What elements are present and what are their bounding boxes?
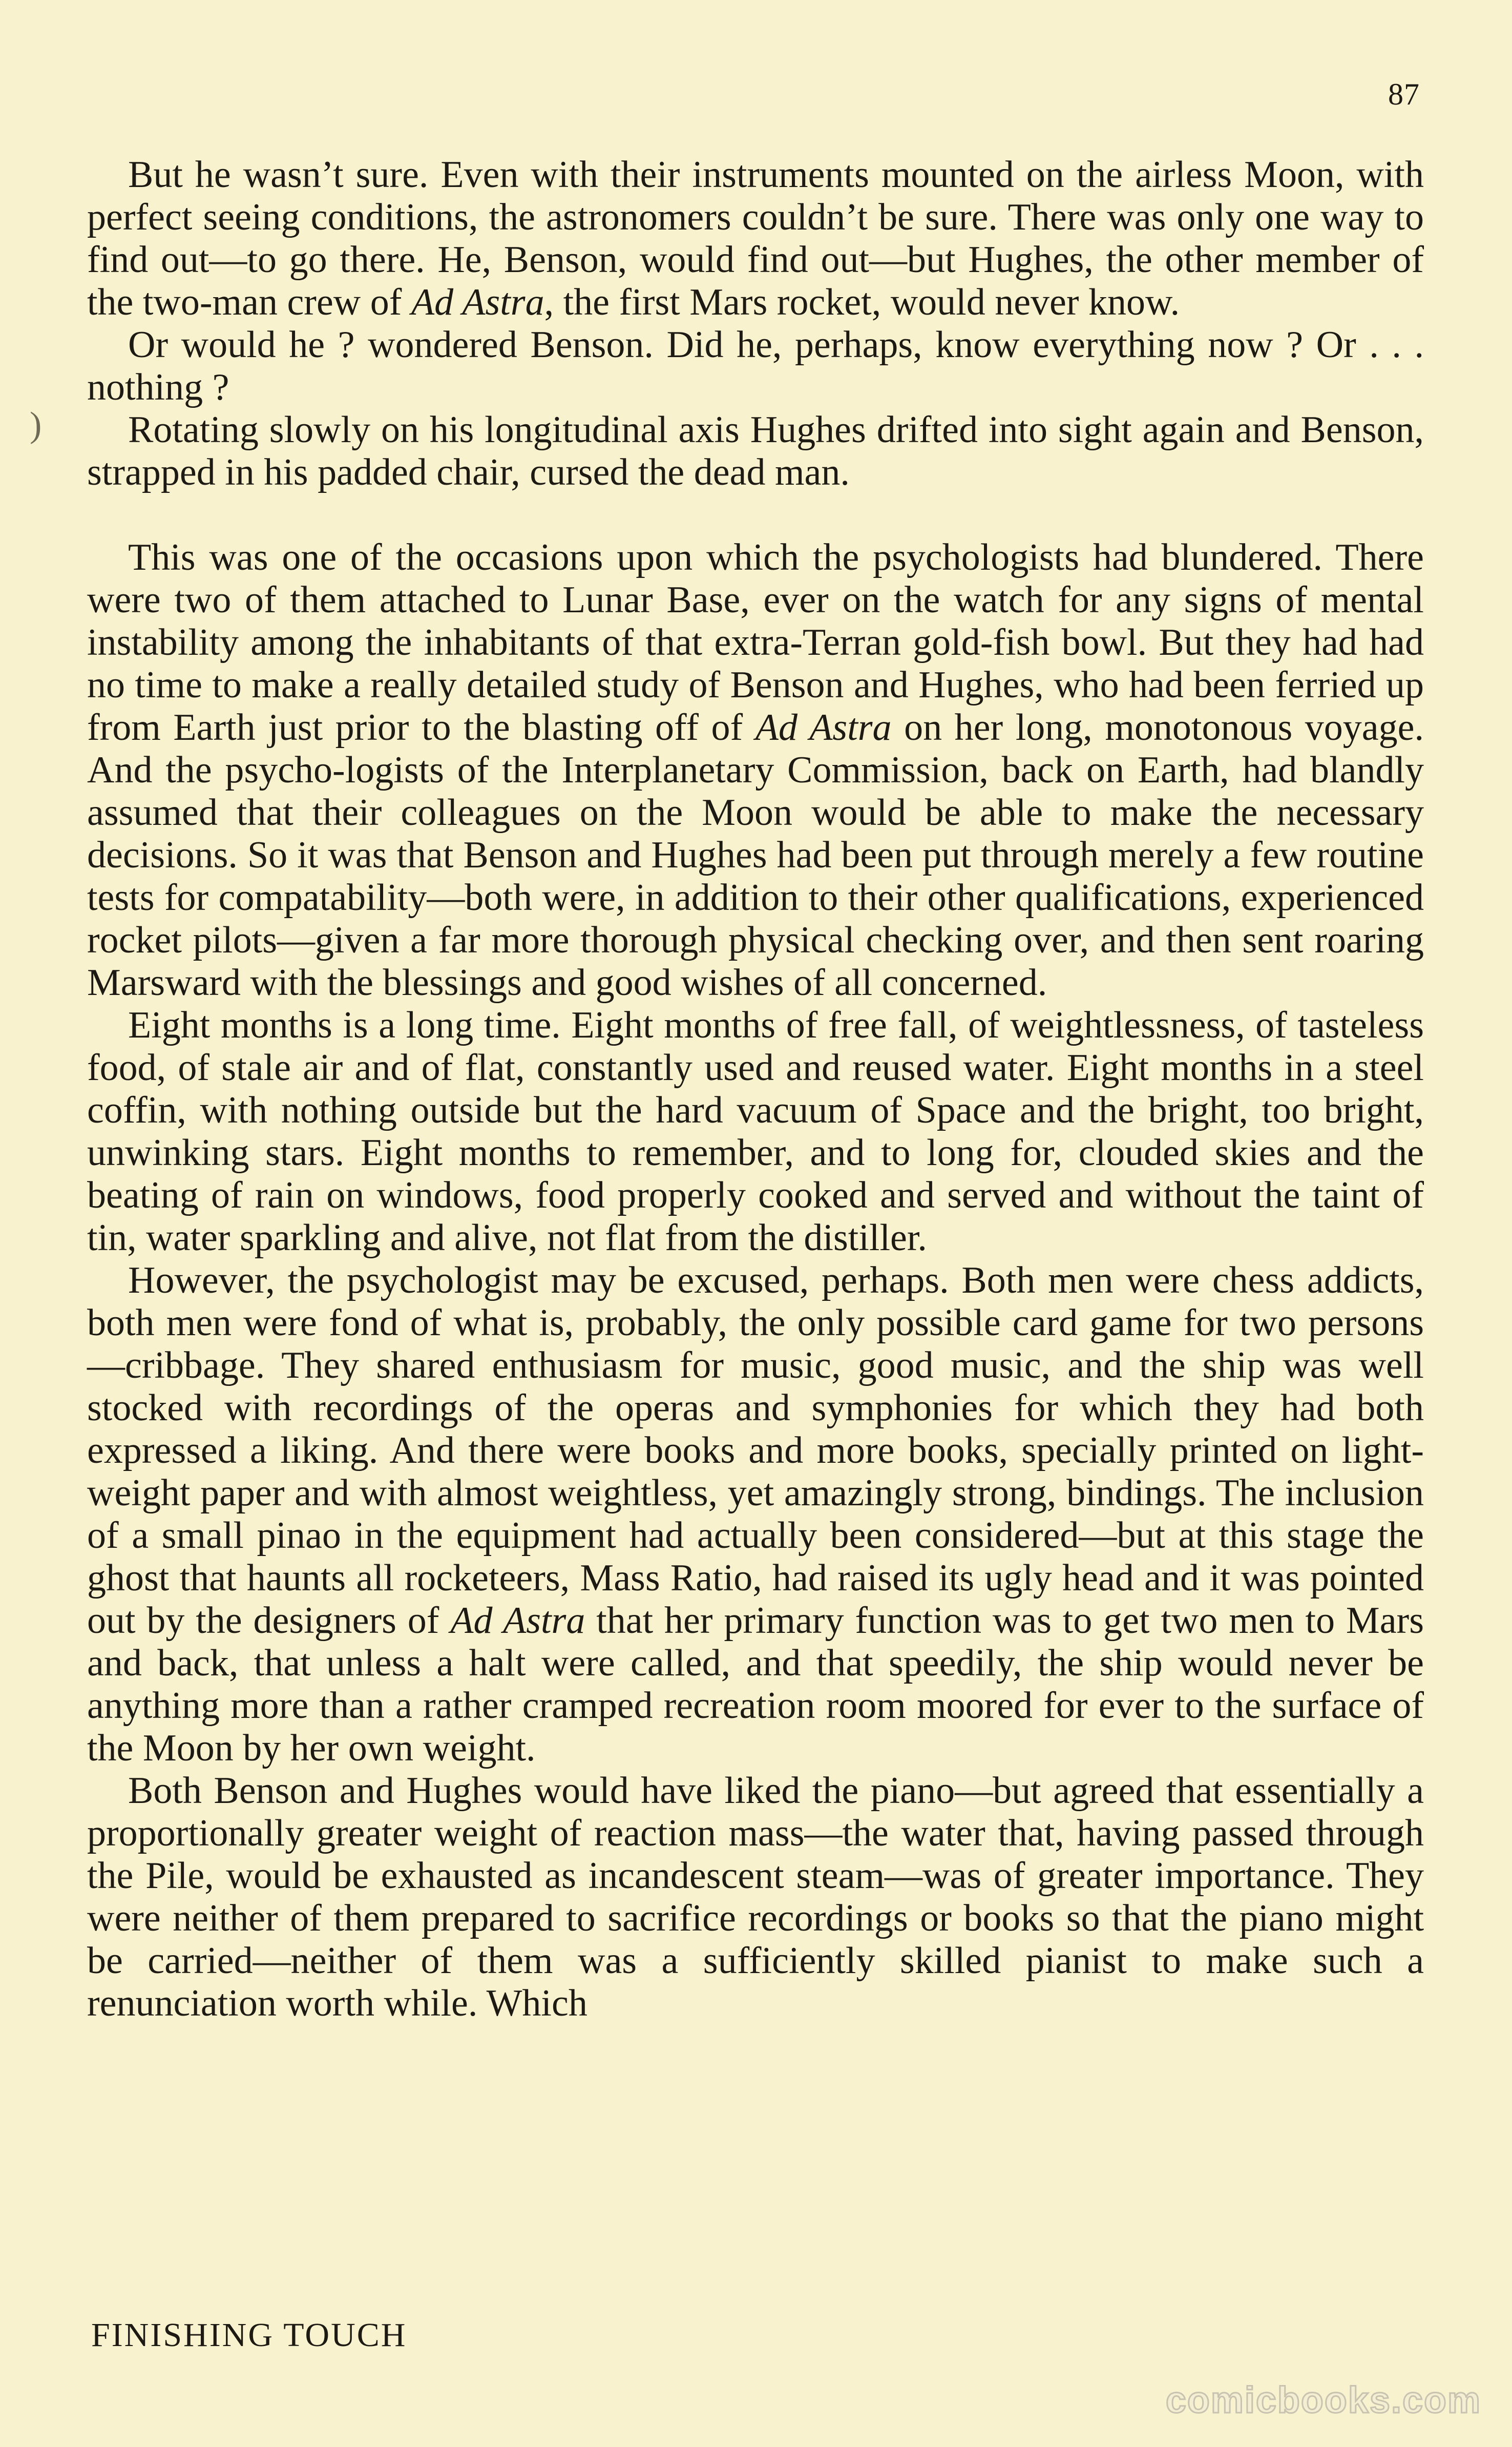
- text-run: However, the psychologist may be excused, perhaps. Both men were chess addicts, both men were fond of what is, probably, the only possible card game for two persons—cribbage. They shared enthusiasm for music, good music, and the ship was well stocked with recordings of the operas and symphonies for which they had both expressed a liking. And there were books and more books, specially printed on light-weight paper and with almost weightless, yet amazingly strong, bindings. The inclusion of a small pinao in the equipment had actually been considered—but at this stage the ghost that haunts all rocketeers, Mass Ratio, had raised its ugly head and it was pointed out by the designers of: [87, 1259, 1424, 1642]
- body-text: [87, 154, 1424, 2025]
- italic-text: Ad Astra: [450, 1600, 585, 1642]
- margin-mark: ): [30, 405, 42, 445]
- paragraph: [87, 324, 1424, 409]
- paragraph: [87, 154, 1424, 324]
- running-footer: FINISHING TOUCH: [91, 2316, 407, 2354]
- text-run: on her long, monotonous voyage. And the psycho-logists of the Interplanetary Commission, back on Earth, had blandly assumed that their colleagues on the Moon would be able to make the necessary decisions. So it was that Benson and Hughes had been put through merely a few routine tests for compatability—both were, in addition to their other qualifications, experienced rocket pilots—given a far more thorough physical checking over, and then sent roaring Marsward with the blessings and good wishes of all concerned.: [87, 707, 1424, 1004]
- text-run: Both Benson and Hughes would have liked the piano—but agreed that essentially a proportionally greater weight of reaction mass—the water that, having passed through the Pile, would be exhausted as incandescent steam—was of greater importance. They were neither of them prepared to sacrifice recordings or books so that the piano might be carried—neither of them was a sufficiently skilled pianist to make such a renunciation worth while. Which: [87, 1770, 1424, 2024]
- text-run: that her primary function was to get two men to Mars and back, that unless a halt were called, and that speedily, the ship would never be anything more than a rather cramped recreation room moored for ever to the surface of the Moon by her own weight.: [87, 1600, 1424, 1769]
- watermark: comicbooks.com: [1165, 2380, 1481, 2421]
- section-break: [87, 494, 1424, 536]
- paragraph: [87, 1004, 1424, 1259]
- paragraph: [87, 409, 1424, 494]
- paragraph: [87, 1770, 1424, 2025]
- paragraph: [87, 536, 1424, 1004]
- text-run: , the first Mars rocket, would never know.: [544, 281, 1180, 323]
- italic-text: Ad Astra: [411, 281, 544, 323]
- paragraph: [87, 1259, 1424, 1770]
- text-run: This was one of the occasions upon which the psychologists had blundered. There were two of them attached to Lunar Base, ever on the watch for any signs of mental instability among the inhabitants of that extra-Terran gold-fish bowl. But they had had no time to make a really detailed study of Benson and Hughes, who had been ferried up from Earth just prior to the blasting off of: [87, 536, 1424, 749]
- text-run: Rotating slowly on his longitudinal axis Hughes drifted into sight again and Benson, strapped in his padded chair, cursed the dead man.: [87, 409, 1424, 493]
- text-run: But he wasn’t sure. Even with their instruments mounted on the airless Moon, with perfect seeing conditions, the astronomers couldn’t be sure. There was only one way to find out—to go there. He, Benson, would find out—but Hughes, the other member of the two-man crew of: [87, 154, 1424, 323]
- text-run: Or would he ? wondered Benson. Did he, perhaps, know everything now ? Or . . . nothing ?: [87, 324, 1424, 408]
- italic-text: Ad Astra: [755, 707, 892, 749]
- page-number: 87: [1388, 77, 1420, 111]
- text-run: Eight months is a long time. Eight months of free fall, of weightlessness, of tasteless food, of stale air and of flat, constantly used and reused water. Eight months in a steel coffin, with nothing outside but the hard vacuum of Space and the bright, too bright, unwinking stars. Eight months to remember, and to long for, clouded skies and the beating of rain on windows, food properly cooked and served and without the taint of tin, water sparkling and alive, not flat from the distiller.: [87, 1004, 1424, 1259]
